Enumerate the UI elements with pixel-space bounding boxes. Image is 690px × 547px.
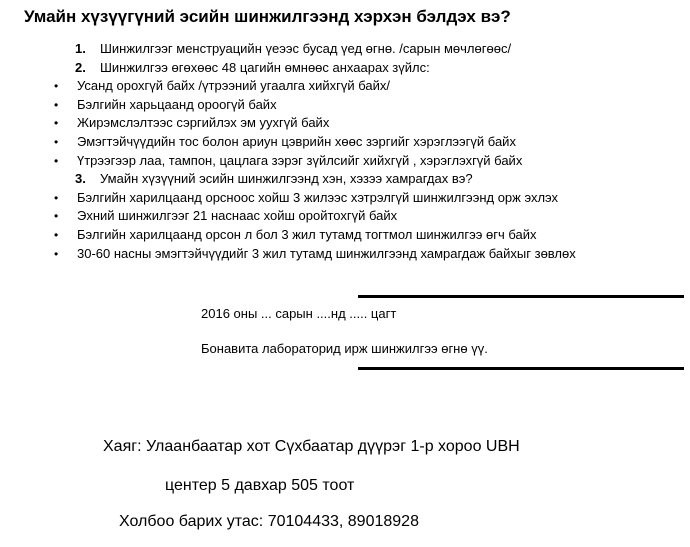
bullet-item (0, 245, 690, 264)
bullet-icon: • (54, 116, 59, 131)
bullet-item (0, 114, 690, 133)
bullet-item-text: Жирэмслэлтээс сэргийлэх эм уухгүй байх (77, 115, 330, 131)
contact-floor: центер 5 давхар 505 тоот (165, 477, 355, 494)
divider-top (358, 295, 684, 298)
bullet-icon: • (54, 190, 59, 205)
bullet-item (0, 207, 690, 226)
bullet-item (0, 226, 690, 245)
numbered-item (0, 40, 690, 59)
appointment-lab-line: Бонавита лабораторид ирж шинжилгээ өгнө үү. (201, 341, 488, 356)
numbered-item-text: Шинжилгээ өгөхөөс 48 цагийн өмнөөс анхаарах зүйлс: (100, 59, 430, 75)
item-number: 2. (75, 59, 86, 75)
numbered-item-text: Умайн хүзүүний эсийн шинжилгээнд хэн, хэзээ хамрагдах вэ? (100, 171, 473, 187)
bullet-icon: • (54, 209, 59, 224)
bullet-icon: • (54, 97, 59, 112)
item-number: 1. (75, 41, 86, 56)
bullet-item (0, 152, 690, 171)
divider-bottom (358, 367, 684, 370)
bullet-item-text: Эхний шинжилгээг 21 наснаас хойш оройтохгүй байх (77, 208, 398, 224)
contact-phone: Холбоо барих утас: 70104433, 89018928 (119, 513, 419, 530)
bullet-item-text: Эмэгтэйчүүдийн тос болон ариун цэврийн хөөс зэргийг хэрэглээгүй байх (77, 133, 516, 149)
page-title: Умайн хүзүүгүний эсийн шинжилгээнд хэрхэн бэлдэх вэ? (24, 7, 511, 26)
instruction-list (0, 40, 690, 263)
bullet-item-text: Үтрээгээр лаа, тампон, цацлага зэрэг зүйлсийг хийхгүй , хэрэглэхгүй байх (77, 152, 523, 168)
bullet-item (0, 96, 690, 115)
bullet-item-text: Бэлгийн харилцаанд орсноос хойш 3 жилээс хэтрэлгүй шинжилгээнд орж эхлэх (77, 189, 559, 205)
bullet-icon: • (54, 227, 59, 242)
bullet-item (0, 189, 690, 208)
contact-address: Хаяг: Улаанбаатар хот Сүхбаатар дүүрэг 1-р хороо UBH (103, 438, 520, 455)
bullet-icon: • (54, 79, 59, 94)
bullet-item-text: Бэлгийн харилцаанд орсон л бол 3 жил тутамд тогтмол шинжилгээ өгч байх (77, 226, 537, 242)
bullet-icon: • (54, 134, 59, 149)
appointment-date-line: 2016 оны ... сарын ....нд ..... цагт (201, 306, 397, 321)
bullet-item-text: Усанд орохгүй байх /үтрээний угаалга хийхгүй байх/ (77, 78, 390, 94)
numbered-item-text: Шинжилгээг менструацийн үеээс бусад үед өгнө. /сарын мөчлөгөөс/ (100, 41, 512, 56)
numbered-item (0, 170, 690, 189)
bullet-item-text: 30-60 насны эмэгтэйчүүдийг 3 жил тутамд шинжилгээнд хамрагдаж байхыг зөвлөх (77, 245, 576, 261)
bullet-item-text: Бэлгийн харьцаанд ороогүй байх (77, 96, 277, 112)
bullet-item (0, 133, 690, 152)
bullet-item (0, 77, 690, 96)
bullet-icon: • (54, 246, 59, 261)
numbered-item (0, 59, 690, 78)
bullet-icon: • (54, 153, 59, 168)
item-number: 3. (75, 171, 86, 187)
